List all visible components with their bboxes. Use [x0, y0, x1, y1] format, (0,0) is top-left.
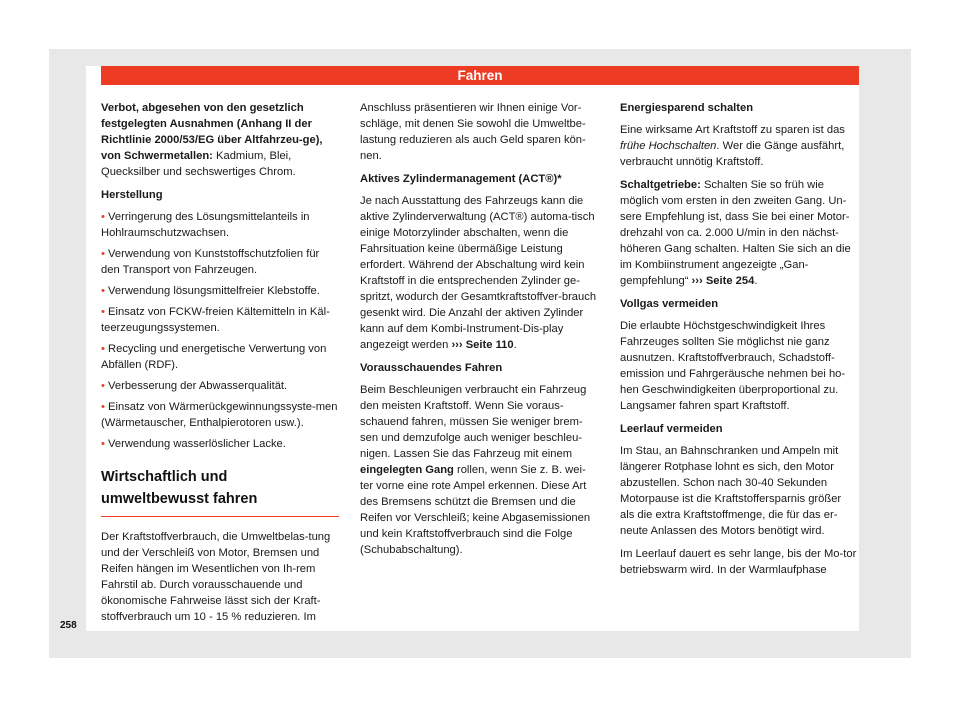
list-item-text: Verbesserung der Abwasserqualität.: [108, 380, 288, 392]
leerlauf-paragraph-1: Im Stau, an Bahnschranken und Ampeln mit längerer Rotphase lohnt es sich, den Motor abzustellen. Schon nach 30-40 Sekunden Motorpause ist die Kraftstoffersparnis größer als die extra Kraftstoffmenge, die für das er-neute Anlassen des Motors benötigt wird.: [620, 445, 842, 537]
list-item: [101, 399, 339, 431]
page-number: 258: [60, 620, 77, 631]
heading-energiesparend: Energiesparend schalten: [620, 102, 754, 114]
column-2: [360, 100, 598, 565]
heading-herstellung: Herstellung: [101, 189, 163, 201]
list-item: [101, 209, 339, 241]
vollgas-paragraph: Die erlaubte Höchstgeschwindigkeit Ihres Fahrzeuges sollten Sie möglichst nie ganz ausnutzen. Kraftstoffverbrauch, Schadstoff-emission und Fahrgeräusche nehmen bei ho-hen Geschwindigkeiten überproportional zu. Langsamer fahren spart Kraftstoff.: [620, 320, 846, 412]
heading-vollgas: Vollgas vermeiden: [620, 298, 719, 310]
list-item-text: Recycling und energetische Verwertung von Abfällen (RDF).: [101, 343, 327, 371]
period: .: [513, 339, 517, 351]
leerlauf-paragraph-2: Im Leerlauf dauert es sehr lange, bis der Mo-tor betriebswarm wird. In der Warmlaufphase: [620, 548, 857, 576]
energie-italic: frühe Hochschalten: [620, 140, 717, 152]
list-item-text: Verringerung des Lösungsmittelanteils in Hohlraumschutzwachsen.: [101, 211, 310, 239]
vorausschauend-paragraph: [360, 382, 598, 558]
energie-text-b: . Wer die Gänge ausfährt, verbraucht unnötig Kraftstoff.: [620, 140, 845, 168]
energie-paragraph: [620, 122, 858, 170]
intro-bold: Verbot, abgesehen von den gesetzlich festgelegten Ausnahmen (Anhang II der Richtlinie 2000/53/EG über Altfahrzeu-ge), von Schwermetallen:: [101, 102, 323, 162]
vor-text-b: rollen, wenn Sie z. B. wei-ter vorne eine rote Ampel erkennen. Diese Art des Bremsens schützt die Bremsen und die Reifen vor Verschleiß; keine Abgasemissionen und kein Kraftstoffverbrauch sind die Folge (Schubabschaltung).: [360, 464, 591, 556]
column-3: [620, 100, 858, 585]
bullet-icon: •: [101, 248, 105, 260]
list-item: [101, 378, 339, 394]
bullet-icon: •: [101, 211, 105, 223]
act-paragraph: [360, 193, 598, 353]
heading-act: Aktives Zylindermanagement (ACT®)*: [360, 173, 562, 185]
page-reference-link[interactable]: ››› Seite 254: [691, 275, 755, 287]
intro-paragraph: [101, 100, 339, 180]
list-item: [101, 304, 339, 336]
bullet-icon: •: [101, 285, 105, 297]
bullet-icon: •: [101, 401, 105, 413]
schalt-bold: Schaltgetriebe:: [620, 179, 701, 191]
bullet-icon: •: [101, 438, 105, 450]
column-1: [101, 100, 339, 632]
page-reference-link[interactable]: ››› Seite 110: [451, 339, 514, 351]
vor-bold: eingelegten Gang: [360, 464, 454, 476]
energie-text-a: Eine wirksame Art Kraftstoff zu sparen ist das: [620, 124, 845, 136]
period: .: [754, 275, 758, 287]
vor-text-a: Beim Beschleunigen verbraucht ein Fahrzeug den meisten Kraftstoff. Wenn Sie voraus-schauend fahren, müssen Sie weniger brem-sen und demzufolge auch weniger beschleu-nigen. Lassen Sie das Fahrzeug mit einem: [360, 384, 587, 460]
page-header: Fahren: [101, 66, 859, 85]
section-paragraph: Der Kraftstoffverbrauch, die Umweltbelas-tung und der Verschleiß von Motor, Bremsen und Reifen hängen im Wesentlichen von Ih-rem Fahrstil ab. Durch vorausschauende und ökonomische Fahrweise lässt sich der Kraft-stoffverbrauch um 10 - 15 % reduzieren. Im: [101, 531, 331, 623]
list-item: [101, 341, 339, 373]
schalt-text: Schalten Sie so früh wie möglich vom ersten in den zweiten Gang. Un-sere Empfehlung ist, dass Sie bei einer Motor-drehzahl von ca. 2.000 U/min in den nächst-höheren Gang schalten. Halten Sie sich an die im Kombiinstrument angezeigte „Gan-gempfehlung“: [620, 179, 851, 287]
section-title: Wirtschaftlich und umweltbewusst fahren: [101, 466, 339, 517]
act-text: Je nach Ausstattung des Fahrzeugs kann die aktive Zylinderverwaltung (ACT®) automa-tisch einige Motorzylinder abschalten, wenn die Fahrsituation keine übermäßige Leistung erfordert. Während der Abschaltung wird kein Kraftstoff in die entsprechenden Zylinder ge-spritzt, wodurch der Gesamtkraftstoffver-brauch gesenkt wird. Die Anzahl der aktiven Zylinder kann auf dem Kombi-Instrument-Dis-play angezeigt werden: [360, 195, 597, 351]
list-item-text: Einsatz von Wärmerückgewinnungssyste-men (Wärmetauscher, Enthalpierotoren usw.).: [101, 401, 338, 429]
schalt-paragraph: [620, 177, 858, 289]
list-item-text: Verwendung wasserlöslicher Lacke.: [108, 438, 286, 450]
bullet-icon: •: [101, 380, 105, 392]
intro-paragraph-2: Anschluss präsentieren wir Ihnen einige Vor-schläge, mit denen Sie sowohl die Umweltbe-lastung reduzieren als auch Geld sparen kön-nen.: [360, 102, 586, 162]
list-item: [101, 436, 339, 452]
list-item: [101, 246, 339, 278]
heading-vorausschauend: Vorausschauendes Fahren: [360, 362, 503, 374]
list-item-text: Verwendung von Kunststoffschutzfolien für den Transport von Fahrzeugen.: [101, 248, 320, 276]
bullet-list: [101, 209, 339, 452]
list-item-text: Einsatz von FCKW-freien Kältemitteln in Käl-teerzeugungssystemen.: [101, 306, 330, 334]
bullet-icon: •: [101, 306, 105, 318]
list-item: [101, 283, 339, 299]
list-item-text: Verwendung lösungsmittelfreier Klebstoffe.: [108, 285, 320, 297]
intro-text: Kadmium, Blei, Quecksilber und sechswertiges Chrom.: [101, 150, 296, 178]
heading-leerlauf: Leerlauf vermeiden: [620, 423, 723, 435]
bullet-icon: •: [101, 343, 105, 355]
